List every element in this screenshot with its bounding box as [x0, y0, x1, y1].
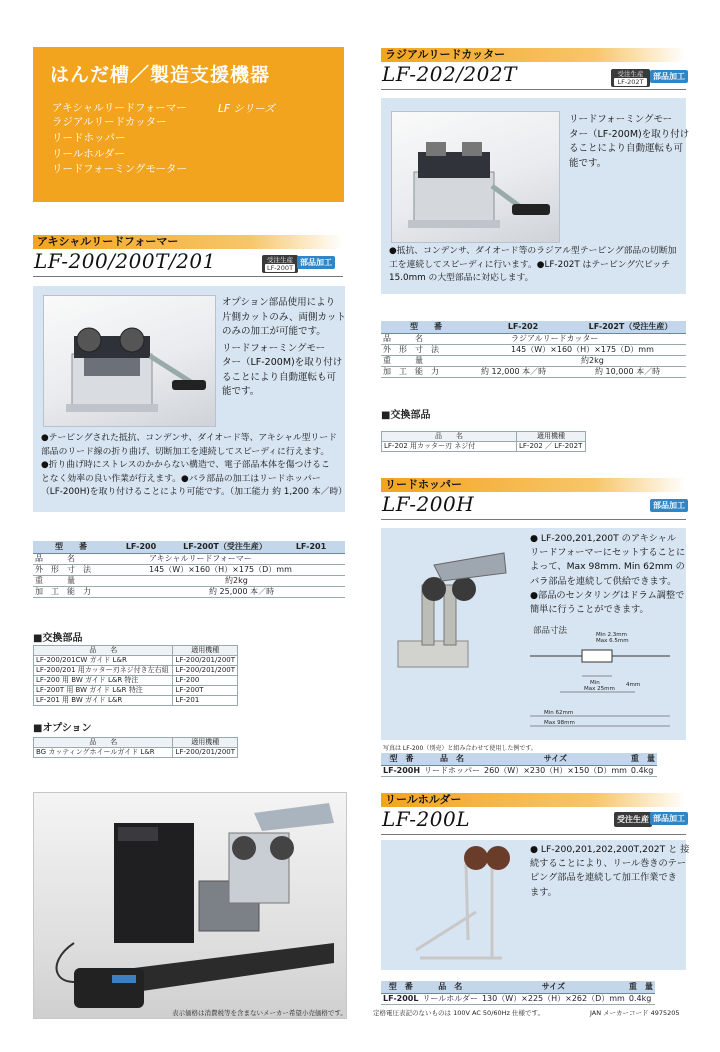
badge-subtext: LF-202T — [614, 78, 647, 86]
cell-value: LF-200/201/200T — [173, 748, 238, 758]
machine-illustration — [392, 112, 559, 242]
photo-note-line: リードフォーミングモー — [569, 114, 673, 125]
cell-value: LF-200T — [173, 686, 238, 696]
photo-note-line: のみの加工が可能です。 — [222, 326, 326, 337]
spec-table-radial — [381, 321, 686, 378]
cell-value: LF-200 用 BW ガイド L&R 特注 — [34, 676, 173, 686]
column-header: 品 名 — [382, 432, 517, 442]
badge-subtext: LF-200T — [266, 264, 294, 272]
section-label: リードホッパー — [385, 478, 462, 491]
dim-label: Max 98mm — [544, 720, 575, 726]
hero-item: リードホッパー — [52, 132, 126, 144]
table-row — [381, 345, 686, 356]
column-header: 適用機種 — [173, 646, 238, 656]
footer-jan-code: JAN メーカーコード 4975205 — [590, 1009, 680, 1017]
hopper-illustration — [394, 545, 510, 673]
table-row — [33, 565, 345, 576]
cell-value: 約2kg — [471, 356, 686, 367]
product-description — [389, 245, 676, 286]
photo-note-line: 能です。 — [569, 157, 607, 169]
option-table — [33, 737, 238, 758]
parts-processing-badge: 部品加工 — [650, 812, 688, 825]
column-header: 重 量 — [629, 753, 657, 766]
column-header: LF-200 — [109, 541, 173, 554]
cell-value: LF-202 用カッター刃 ネジ付 — [382, 442, 517, 452]
cell-value: LF-200/201 用カッター刃ネジ付き左右組 — [34, 666, 173, 676]
cell-value: 約 12,000 本／時 — [471, 367, 575, 378]
column-header: LF-202T（受注生産） — [575, 321, 686, 334]
description-line: ●部品のセンタリングはドラム調整で — [530, 589, 685, 601]
hero-item: リードフォーミングモーター — [52, 163, 188, 175]
row-label: 外 形 寸 法 — [33, 565, 109, 576]
photo-caption: 写真は LF-200（別売）と組み合わせて使用した例です。 — [383, 745, 537, 752]
badge-text: 受注生産 — [617, 70, 644, 78]
spec-table-reel — [381, 981, 655, 1005]
description-line: ●折り曲げ時にストレスのかからない構造で、電子部品本体を傷つけるこ — [41, 460, 330, 471]
table-row — [381, 334, 686, 345]
column-header: 型 番 — [33, 541, 109, 554]
description-line: （LF-200H)を取り付けることにより可能です。（加工能力 約 1,200 本／時） — [41, 487, 347, 498]
cell-value: LF-201 — [173, 696, 238, 706]
table-row — [34, 656, 238, 666]
table-row — [381, 994, 655, 1005]
parts-heading: ■交換部品 — [381, 410, 431, 421]
cell-value: 約 10,000 本／時 — [575, 367, 686, 378]
table-row — [34, 748, 238, 758]
table-row — [33, 576, 345, 587]
description-line: 工を連続してスピーディに行います。●LF-202T はテーピング穴ピッチ — [389, 259, 671, 270]
description-line: 部品のリード線の折り曲げ、切断加工を連続してスピーディに行えます。 — [41, 446, 330, 457]
divider — [381, 89, 686, 90]
dimension-diagram — [520, 632, 680, 736]
description-line: 15.0mm の大型部品に対応します。 — [389, 273, 534, 284]
row-label: 品 名 — [381, 334, 471, 345]
table-row — [34, 696, 238, 706]
photo-note-line: オプション部品使用により — [222, 297, 336, 308]
column-header: 型 番 — [381, 753, 422, 766]
column-header: 適用機種 — [517, 432, 586, 442]
table-row — [381, 367, 686, 378]
cell-value: LF-200/201CW ガイド L&R — [34, 656, 173, 666]
row-label: 外 形 寸 法 — [381, 345, 471, 356]
dim-label: Min 2.3mm — [596, 632, 627, 638]
description-line: ピング部品を連続して加工作業でき — [530, 872, 677, 884]
description-line: ●抵抗、コンデンサ、ダイオード等のラジアル型テーピング部品の切断加 — [389, 246, 677, 256]
page-title: はんだ槽／製造支援機器 — [50, 64, 271, 86]
photo-note-line: 片側カットのみ、両側カット — [222, 311, 346, 323]
parts-table-axial — [33, 645, 238, 706]
column-header: サイズ — [482, 753, 629, 766]
dim-label: Max 25mm — [584, 686, 615, 692]
description-line: リードフォーマーにセットすることに — [530, 547, 686, 559]
description-line: ます。 — [530, 886, 557, 898]
table-row — [34, 666, 238, 676]
cell-value: ラジアルリードカッター — [471, 334, 686, 345]
cell-value: BG カッティングホイールガイド L&R — [34, 748, 173, 758]
photo-note-line: ることにより自動運転も可 — [222, 371, 337, 383]
table-header-row — [381, 321, 686, 334]
column-header: 品 名 — [34, 738, 173, 748]
row-label: 重 量 — [381, 356, 471, 367]
cell-value: 約2kg — [109, 576, 345, 587]
parts-heading: ■交換部品 — [33, 633, 83, 644]
cell-value: 0.4kg — [627, 994, 655, 1005]
dim-label: 4mm — [626, 682, 641, 688]
cell-value: LF-200/201/200T — [173, 666, 238, 676]
cell-value: 約 25,000 本／時 — [109, 587, 345, 598]
table-header-row — [34, 646, 238, 656]
made-to-order-badge — [262, 255, 298, 273]
cell-value: 260（W）×230（H）×150（D）mm — [484, 766, 627, 775]
table-row — [34, 686, 238, 696]
cell-value: アキシャルリードフォーマー — [109, 554, 345, 565]
parts-processing-badge: 部品加工 — [650, 499, 688, 512]
description-line: ● LF-200,201,200T のアキシャル — [530, 533, 677, 544]
photo-note — [569, 113, 689, 171]
product-photo — [406, 840, 516, 968]
cell-value: LF-201 用 BW ガイド L&R — [34, 696, 173, 706]
model-title: LF-200L — [382, 807, 470, 831]
row-label: 重 量 — [33, 576, 109, 587]
column-header: 適用機種 — [173, 738, 238, 748]
footer-price-note: 表示価格は消費税等を含まないメーカー希望小売価格です。 — [172, 1009, 347, 1017]
row-label: 品 名 — [33, 554, 109, 565]
column-header: LF-200T（受注生産） — [173, 541, 277, 554]
table-row — [33, 587, 345, 598]
column-header: 品 名 — [422, 753, 482, 766]
section-header-radial — [381, 48, 686, 62]
table-header-row — [33, 541, 345, 554]
hero-item: ラジアルリードカッター — [52, 116, 167, 128]
table-header-row — [381, 981, 655, 994]
column-header: サイズ — [480, 981, 627, 994]
dim-label: Min — [590, 680, 600, 686]
dim-label: Min 62mm — [544, 710, 574, 716]
column-header: 品 名 — [420, 981, 480, 994]
table-row — [34, 676, 238, 686]
cell-value: LF-200H — [383, 766, 421, 775]
product-description — [41, 432, 347, 500]
machine-illustration — [44, 296, 215, 426]
divider — [33, 276, 343, 277]
section-header-axial — [33, 235, 343, 249]
column-header: LF-202 — [471, 321, 575, 334]
description-line: となく効率の良い作業が行えます。●バラ部品の加工はリードホッパー — [41, 473, 321, 484]
product-description — [530, 532, 685, 617]
badge-text: 受注生産 — [267, 256, 293, 264]
cell-value: LF-200 — [173, 676, 238, 686]
footer-voltage-note: 定格電圧表記のないものは 100V AC 50/60Hz 仕様です。 — [373, 1009, 545, 1017]
dimension-title: 部品寸法 — [533, 626, 568, 636]
photo-note-line: ター（LF-200M)を取り付け — [222, 357, 343, 368]
series-label: LF シリーズ — [218, 103, 275, 115]
divider — [381, 834, 686, 835]
parts-processing-badge: 部品加工 — [650, 70, 688, 83]
table-row — [33, 554, 345, 565]
column-header: LF-201 — [277, 541, 345, 554]
section-header-hopper — [381, 478, 686, 492]
row-label: 加 工 能 力 — [33, 587, 109, 598]
description-line: 続することにより、リール巻きのテー — [530, 858, 687, 870]
table-header-row — [34, 738, 238, 748]
section-label: アキシャルリードフォーマー — [37, 235, 179, 248]
hero-item: リールホルダー — [52, 148, 125, 160]
description-line: よって、Max 98mm. Min 62mm の — [530, 561, 685, 573]
table-row — [382, 442, 586, 452]
photo-note — [222, 296, 346, 400]
parts-table-radial — [381, 431, 586, 452]
hero-item: アキシャルリードフォーマー — [52, 102, 187, 114]
cell-value: LF-202 ／ LF-202T — [517, 442, 586, 452]
section-header-reel — [381, 793, 686, 807]
column-header: 品 名 — [34, 646, 173, 656]
table-header-row — [381, 753, 657, 766]
description-line: ●テーピングされた抵抗、コンデンサ、ダイオード等、アキシャル型リード — [41, 433, 337, 443]
reel-holder-illustration — [406, 840, 516, 968]
description-line: 簡単に行うことができます。 — [530, 604, 649, 616]
made-to-order-badge: 受注生産 — [614, 812, 652, 827]
section-label: ラジアルリードカッター — [385, 48, 506, 61]
dim-label: Max 6.5mm — [596, 638, 629, 644]
table-header-row — [382, 432, 586, 442]
divider — [381, 519, 686, 520]
setup-illustration — [34, 793, 346, 1018]
cell-value: リールホルダー — [422, 994, 478, 1003]
cell-value: 145（W）×160（H）×175（D）mm — [471, 345, 686, 356]
cell-value: リードホッパー — [424, 766, 481, 775]
model-title: LF-200/200T/201 — [34, 249, 216, 273]
made-to-order-badge — [611, 69, 650, 87]
table-row — [381, 766, 657, 777]
parts-processing-badge: 部品加工 — [297, 256, 335, 269]
photo-note-line: リードフォーミングモー — [222, 342, 326, 354]
model-title: LF-202/202T — [382, 62, 517, 86]
spec-table-hopper — [381, 753, 657, 777]
row-label: 加 工 能 力 — [381, 367, 471, 378]
cell-value: 130（W）×225（H）×262（D）mm — [481, 994, 625, 1003]
product-description — [530, 843, 689, 900]
option-heading: ■オプション — [33, 723, 92, 734]
cell-value: LF-200L — [383, 994, 419, 1003]
photo-note-line: ることにより自動運転も可 — [569, 143, 684, 154]
product-photo — [394, 545, 510, 673]
product-photo — [391, 111, 560, 243]
table-row — [381, 356, 686, 367]
cell-value: 0.4kg — [629, 766, 657, 777]
photo-note-line: ター（LF-200M)を取り付け — [569, 128, 690, 140]
description-line: ● LF-200,201,202,200T,202T と 接 — [530, 844, 690, 855]
combined-setup-photo — [33, 792, 347, 1019]
product-photo — [43, 295, 216, 427]
photo-note-line: 能です。 — [222, 386, 260, 397]
column-header: 型 番 — [381, 321, 471, 334]
cell-value: 145（W）×160（H）×175（D）mm — [109, 565, 345, 576]
cell-value: LF-200T 用 BW ガイド L&R 特注 — [34, 686, 173, 696]
description-line: バラ部品を連続して供給できます。 — [530, 575, 677, 587]
cell-value: LF-200/201/200T — [173, 656, 238, 666]
model-title: LF-200H — [382, 492, 475, 516]
column-header: 型 番 — [381, 981, 420, 994]
section-label: リールホルダー — [385, 793, 462, 806]
column-header: 重 量 — [627, 981, 655, 994]
spec-table-axial — [33, 541, 345, 598]
